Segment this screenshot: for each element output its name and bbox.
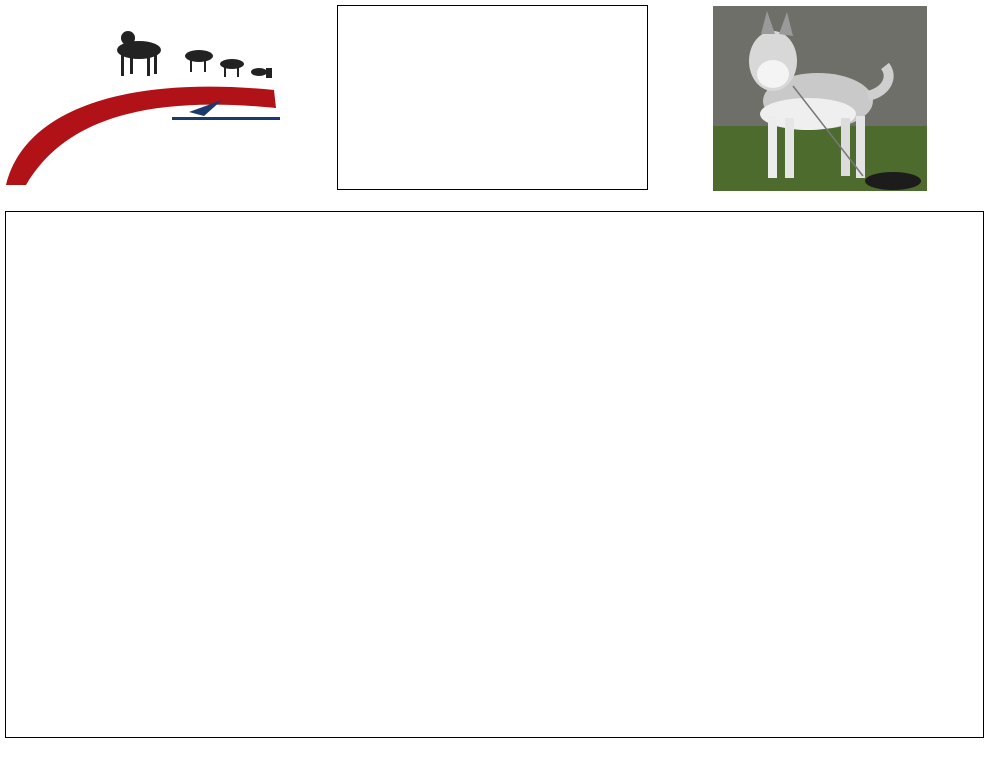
pedigree-info-box	[337, 5, 648, 190]
dog-photo	[713, 6, 927, 191]
pedigree-table	[5, 211, 984, 738]
kennel-logo	[4, 20, 310, 185]
